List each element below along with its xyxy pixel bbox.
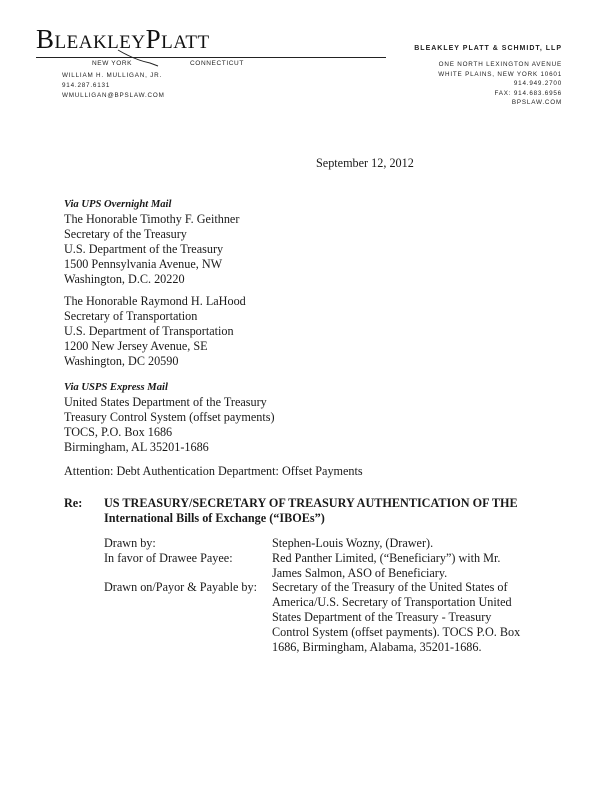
attorney-phone: 914.287.6131 [62,82,111,89]
delivery-method: Via UPS Overnight Mail [64,199,172,210]
address-line: TOCS, P.O. Box 1686 [64,425,173,439]
re-subject-line-1: US TREASURY/SECRETARY OF TREASURY AUTHENTICATION OF THE [104,496,518,510]
re-label: Re: [64,496,83,510]
address-line: Treasury Control System (offset payments) [64,410,275,424]
attention-line: Attention: Debt Authentication Department: Offset Payments [64,464,363,478]
address-line: Secretary of the Treasury [64,227,187,241]
address-line: Birmingham, AL 35201-1686 [64,440,209,454]
delivery-method: Via USPS Express Mail [64,382,168,393]
office-location-ct: CONNECTICUT [190,60,244,67]
detail-value-drawn-by: Stephen-Louis Wozny, (Drawer). [272,536,434,550]
firm-fax: FAX: 914.683.6956 [494,89,562,97]
re-subject-line-2: International Bills of Exchange (“IBOEs”) [104,511,325,525]
address-line: 1500 Pennsylvania Avenue, NW [64,257,223,271]
detail-label-drawn-by: Drawn by: [104,536,156,550]
detail-label-payor: Drawn on/Payor & Payable by: [104,580,257,594]
recipient-group-1 [64,197,239,287]
address-line: The Honorable Timothy F. Geithner [64,212,240,226]
letter-date: September 12, 2012 [316,156,414,170]
office-location-ny: NEW YORK [92,60,133,67]
address-line: United States Department of the Treasury [64,395,267,409]
re-subject [104,496,534,526]
firm-contact [414,45,562,108]
firm-address-2: WHITE PLAINS, NEW YORK 10601 [438,70,562,78]
address-line: Washington, DC 20590 [64,354,179,368]
address-line: U.S. Department of the Treasury [64,242,224,256]
address-line: Washington, D.C. 20220 [64,272,185,286]
firm-name: BLEAKLEY PLATT & SCHMIDT, LLP [414,45,562,52]
firm-phone: 914.949.2700 [513,80,562,87]
recipient-group-3 [64,380,275,455]
address-line: U.S. Department of Transportation [64,324,234,338]
firm-logo-text: BleakleyPlatt [36,24,210,54]
address-line: The Honorable Raymond H. LaHood [64,294,246,308]
attorney-name: WILLIAM H. MULLIGAN, JR. [62,72,163,79]
firm-address-1: ONE NORTH LEXINGTON AVENUE [438,61,562,68]
attorney-contact [62,71,165,101]
detail-label-drawee-payee: In favor of Drawee Payee: [104,551,233,565]
firm-website: BPSLAW.COM [511,99,562,106]
detail-value-drawee-payee: Red Panther Limited, (“Beneficiary”) with Mr. James Salmon, ASO of Beneficiary. [272,551,501,580]
letterhead-rule [36,57,386,58]
recipient-group-2 [64,294,246,369]
attorney-email: WMULLIGAN@BPSLAW.COM [62,92,165,99]
address-line: Secretary of Transportation [64,309,198,323]
detail-value-payor: Secretary of the Treasury of the United States of America/U.S. Secretary of Transportation United States Department of the Treasury - Treasury Control System (offset payments). TOCS P.O. Box 1686, Birmingham, Alabama, 35201-1686. [272,580,521,654]
address-line: 1200 New Jersey Avenue, SE [64,339,208,353]
